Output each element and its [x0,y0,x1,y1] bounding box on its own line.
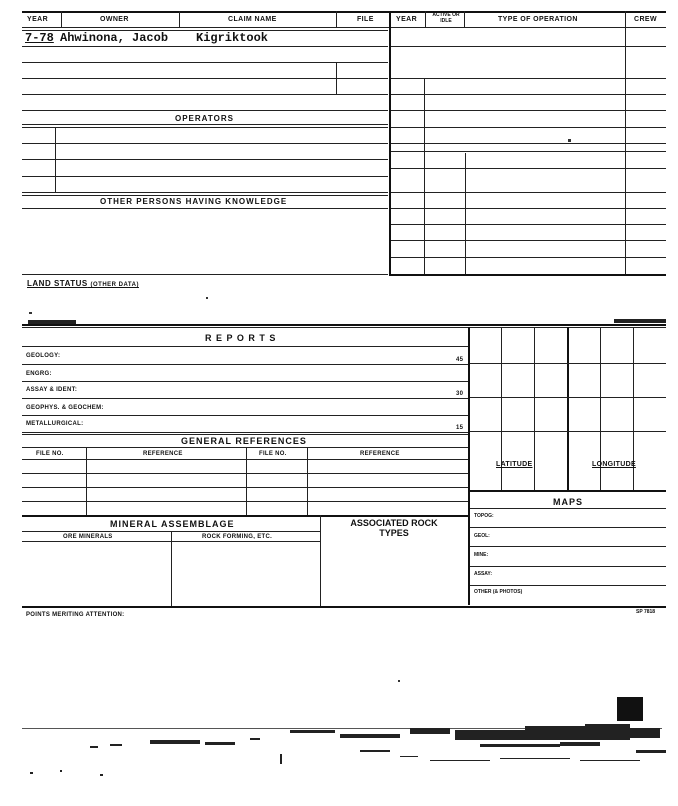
general-references-heading: GENERAL REFERENCES [181,436,307,446]
scan-noise [0,720,678,790]
ref-file-no-header-1: FILE NO. [36,451,64,457]
reports-row-assay: ASSAY & IDENT: [26,387,78,393]
registration-mark [617,697,643,721]
owner-header: OWNER [100,16,129,23]
maps-row-topog: TOPOG: [474,513,494,519]
reports-row-geophys: GEOPHYS. & GEOCHEM: [26,405,104,411]
maps-row-mine: MINE: [474,552,489,558]
active-idle-header: ACTIVE OR IDLE [432,12,460,24]
maps-row-other: OTHER (& PHOTOS) [474,589,523,595]
rock-forming-header: ROCK FORMING, ETC. [202,534,273,540]
reports-row-metallurgical: METALLURGICAL: [26,421,84,427]
maps-heading: MAPS [553,497,584,507]
crew-header: CREW [634,16,657,23]
reports-heading: R E P O R T S [205,333,277,343]
associated-rock-types-heading: ASSOCIATED ROCK TYPES [350,518,438,538]
bleed-mark-right [614,319,666,323]
maps-row-assay: ASSAY: [474,571,493,577]
land-status-heading: LAND STATUS [27,279,88,288]
other-persons-heading: OTHER PERSONS HAVING KNOWLEDGE [100,197,288,206]
ref-reference-header-1: REFERENCE [143,451,183,457]
year-header: YEAR [27,16,49,23]
year-header-2: YEAR [396,16,418,23]
entry-claim-name: Kigriktook [196,31,269,45]
form-number: SP 7818 [636,609,656,615]
longitude-label: LONGITUDE [592,461,636,468]
reports-row-geology-num: 45 [456,357,464,363]
land-status-subheading: (OTHER DATA) [90,282,139,288]
file-header: FILE [357,16,374,23]
reports-row-metallurgical-num: 15 [456,425,464,431]
reports-row-assay-num: 30 [456,391,464,397]
points-meriting-attention: POINTS MERITING ATTENTION: [26,612,125,618]
ore-minerals-header: ORE MINERALS [63,534,113,540]
reports-row-engrg: ENGRG: [26,371,52,377]
mineral-assemblage-heading: MINERAL ASSEMBLAGE [110,519,235,529]
maps-row-geol: GEOL: [474,533,490,539]
ref-reference-header-2: REFERENCE [360,451,400,457]
ref-file-no-header-2: FILE NO. [259,451,287,457]
reports-row-geology: GEOLOGY: [26,353,61,359]
latitude-label: LATITUDE [496,461,533,468]
type-of-operation-header: TYPE OF OPERATION [498,16,578,23]
entry-year: 7-78 [25,31,54,45]
operators-heading: OPERATORS [175,114,234,123]
claim-name-header: CLAIM NAME [228,16,277,23]
entry-owner: Ahwinona, Jacob [60,31,169,45]
